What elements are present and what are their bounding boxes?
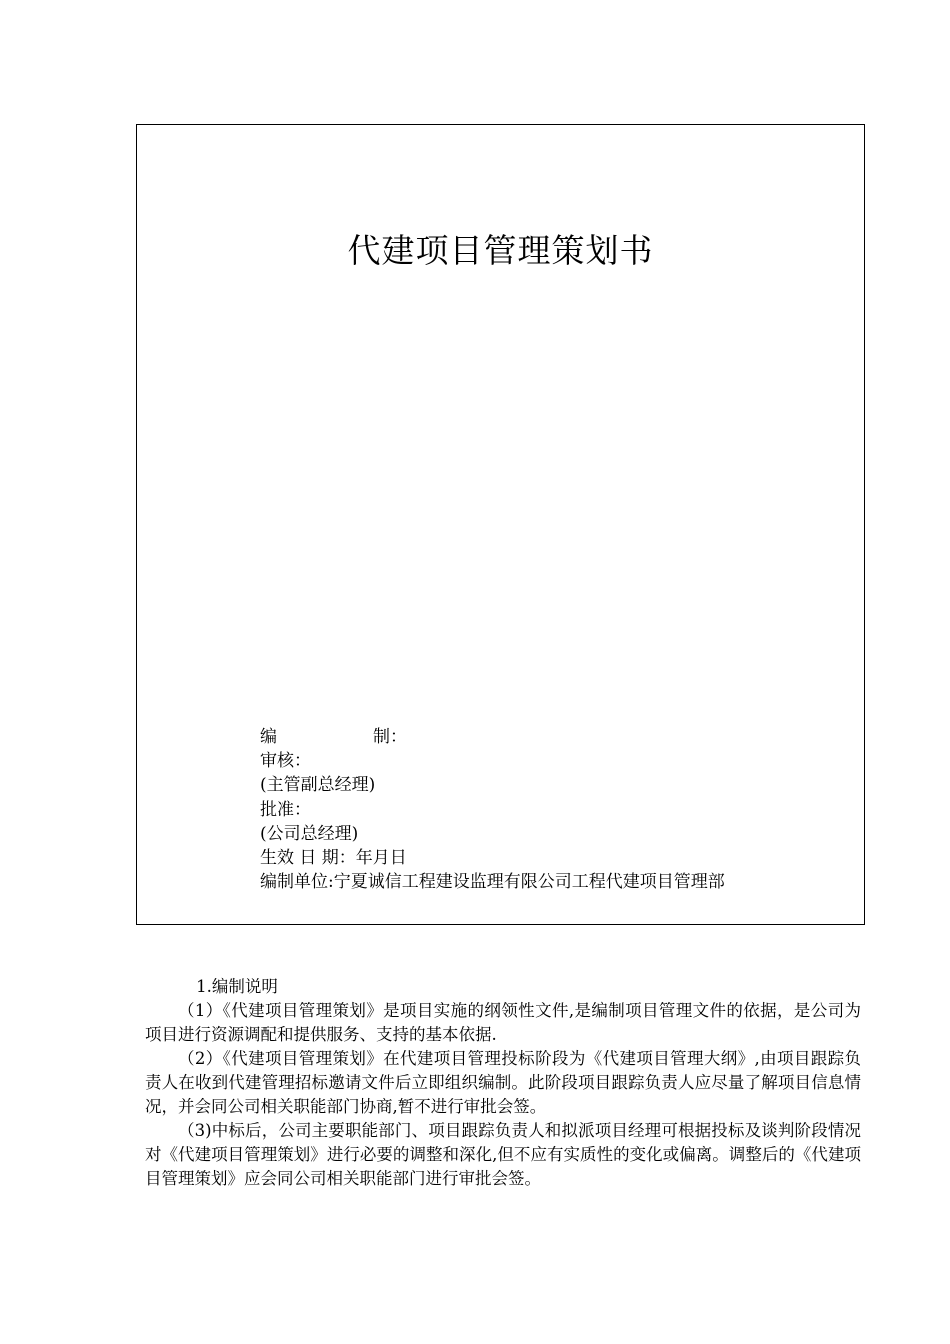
compiled-by-label-end: 制： xyxy=(373,727,407,747)
reviewed-by-field: 审核： xyxy=(260,751,311,772)
cover-page-box xyxy=(136,124,865,925)
paragraph-3: （3)中标后，公司主要职能部门、项目跟踪负责人和拟派项目经理可根据投标及谈判阶段情况对《代建项目管理策划》进行必要的调整和深化,但不应有实质性的变化或偏离。调整后的《代建项目管理策划》应会同公司相关职能部门进行审批会签。 xyxy=(145,1121,861,1188)
reviewer-role-note: (主管副总经理) xyxy=(260,775,376,796)
compiling-organization-field: 编制单位:宁夏诚信工程建设监理有限公司工程代建项目管理部 xyxy=(260,872,725,893)
section-heading: 1.编制说明 xyxy=(196,977,278,996)
approved-by-field: 批准： xyxy=(260,799,311,820)
approver-role-note: (公司总经理) xyxy=(260,823,359,844)
paragraph-2: （2）《代建项目管理策划》在代建项目管理投标阶段为《代建项目管理大纲》,由项目跟踪负责人在收到代建管理招标邀请文件后立即组织编制。此阶段项目跟踪负责人应尽量了解项目信息情况，并会同公司相关职能部门协商,暂不进行审批会签。 xyxy=(145,1049,861,1116)
cover-meta-list xyxy=(260,725,725,894)
paragraph-1: （1）《代建项目管理策划》是项目实施的纲领性文件,是编制项目管理文件的依据，是公司为项目进行资源调配和提供服务、支持的基本依据. xyxy=(145,1001,861,1044)
compilation-notes-section xyxy=(145,975,861,1191)
compiled-by-field xyxy=(260,725,725,749)
effective-date-field: 生效 日 期：年月日 xyxy=(260,848,407,869)
compiled-by-label-start: 编 xyxy=(260,727,277,747)
document-title: 代建项目管理策划书 xyxy=(347,231,654,270)
